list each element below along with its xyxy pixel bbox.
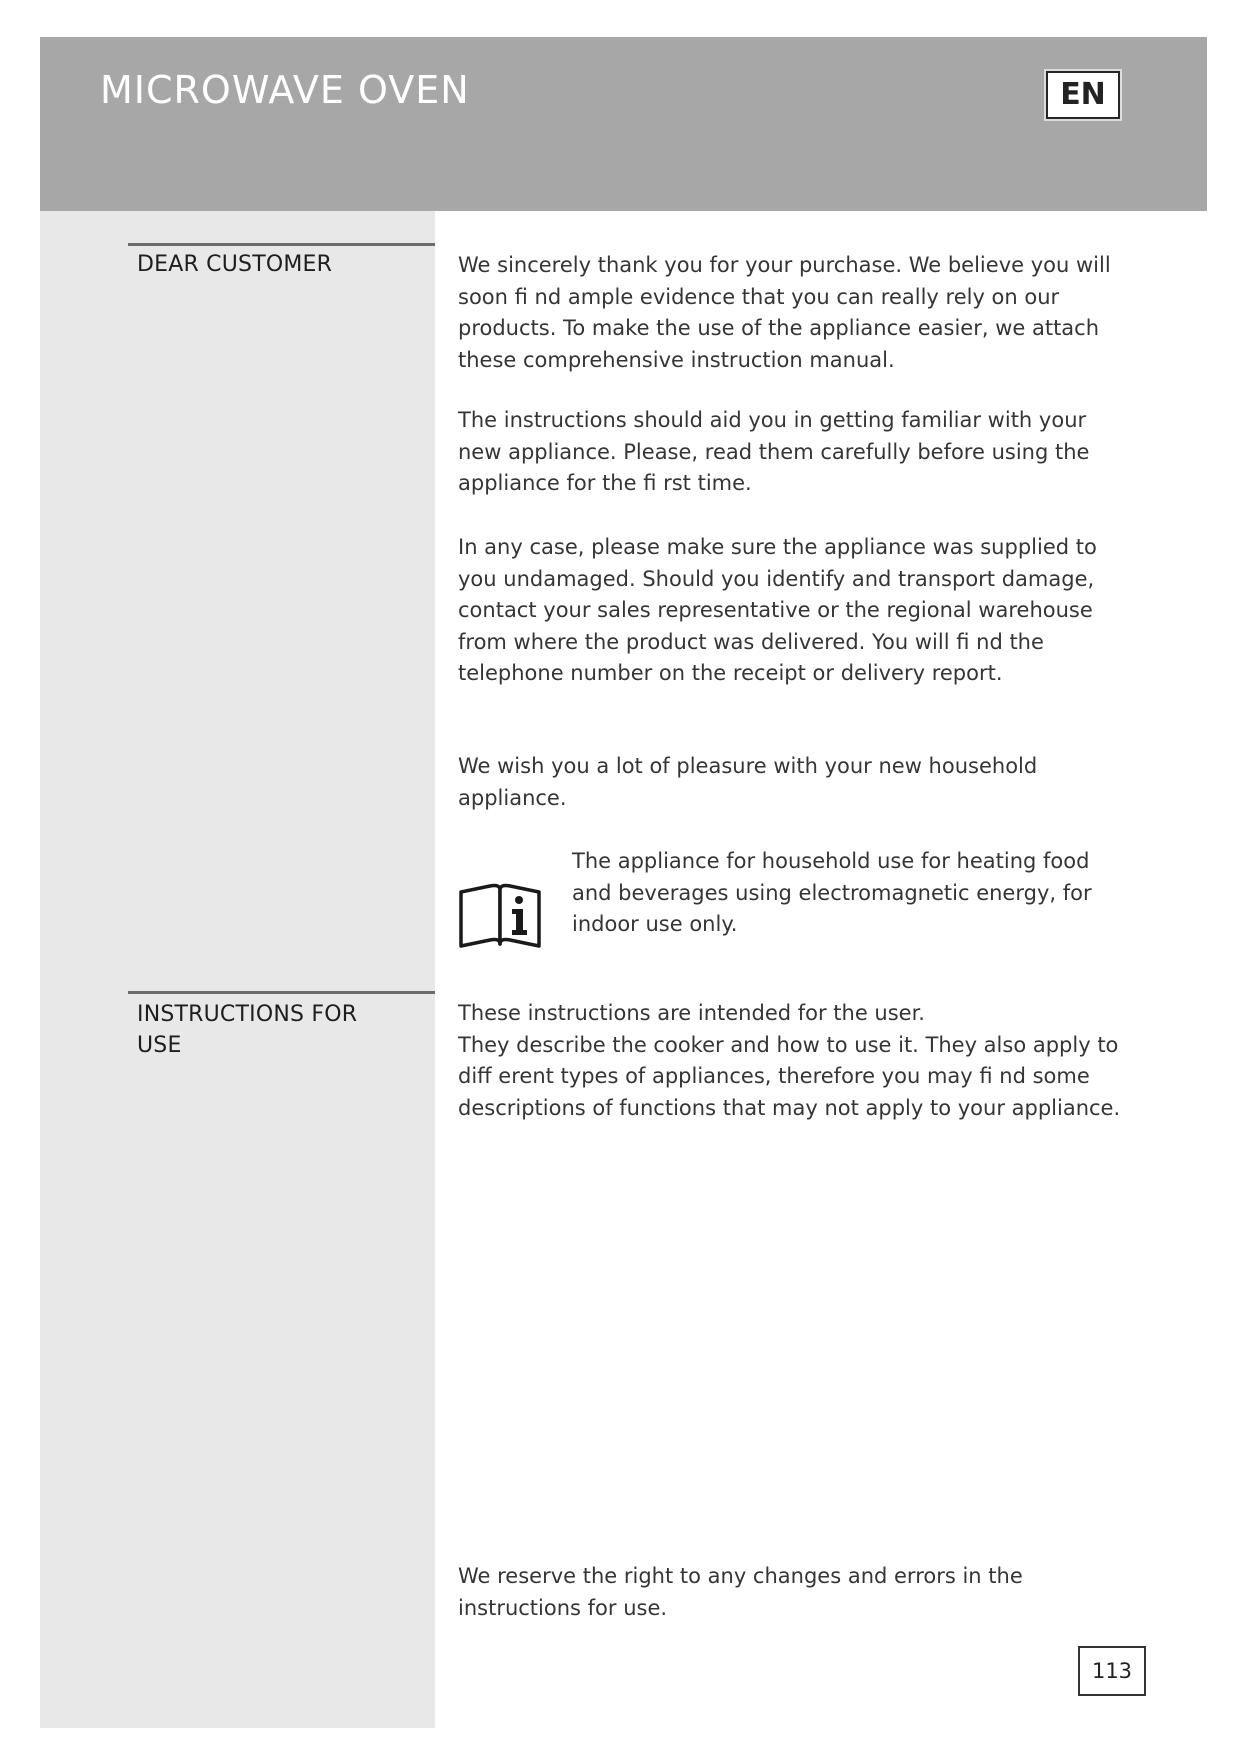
instructions-paragraph: The instructions should aid you in getting familiar with your new appliance. Please, read them carefully before using the appliance for the fi rst time. [458, 408, 1090, 495]
language-badge: EN [1046, 71, 1120, 119]
wishes-paragraph: We wish you a lot of pleasure with your new household appliance. [458, 754, 1038, 810]
section-heading-line: INSTRUCTIONS FOR [137, 1002, 358, 1027]
section-divider [128, 991, 435, 994]
intro-paragraph: We sincerely thank you for your purchase. We believe you will soon fi nd ample evidence that you can really rely on our products. To make the use of the appliance easier, we attach these comprehensive instruction manual. [458, 253, 1111, 372]
page-title: MICROWAVE OVEN [100, 68, 470, 112]
damage-paragraph: In any case, please make sure the appliance was supplied to you undamaged. Should you identify and transport damage, contact your sales representative or the regional warehouse from where the product was delivered. You will fi nd the telephone number on the receipt or delivery report. [458, 535, 1097, 685]
sidebar-column [40, 211, 435, 1728]
manual-info-icon [458, 880, 542, 948]
usage-line: They describe the cooker and how to use it. They also apply to diff erent types of appliances, therefore you may fi nd some descriptions of functions that may not apply to your appliance. [458, 1032, 1121, 1120]
section-divider [128, 243, 435, 246]
page-number: 113 [1078, 1646, 1146, 1696]
section-heading-instructions-for-use [137, 999, 427, 1061]
disclaimer-paragraph: We reserve the right to any changes and errors in the instructions for use. [458, 1564, 1023, 1620]
info-note: The appliance for household use for heating food and beverages using electromagnetic energy, for indoor use only. [572, 849, 1092, 936]
header-banner [40, 37, 1207, 211]
section-heading-line: USE [137, 1033, 182, 1058]
section-heading-dear-customer: DEAR CUSTOMER [137, 252, 333, 277]
usage-line: These instructions are intended for the user. [458, 1001, 925, 1025]
usage-paragraph [458, 998, 1130, 1124]
